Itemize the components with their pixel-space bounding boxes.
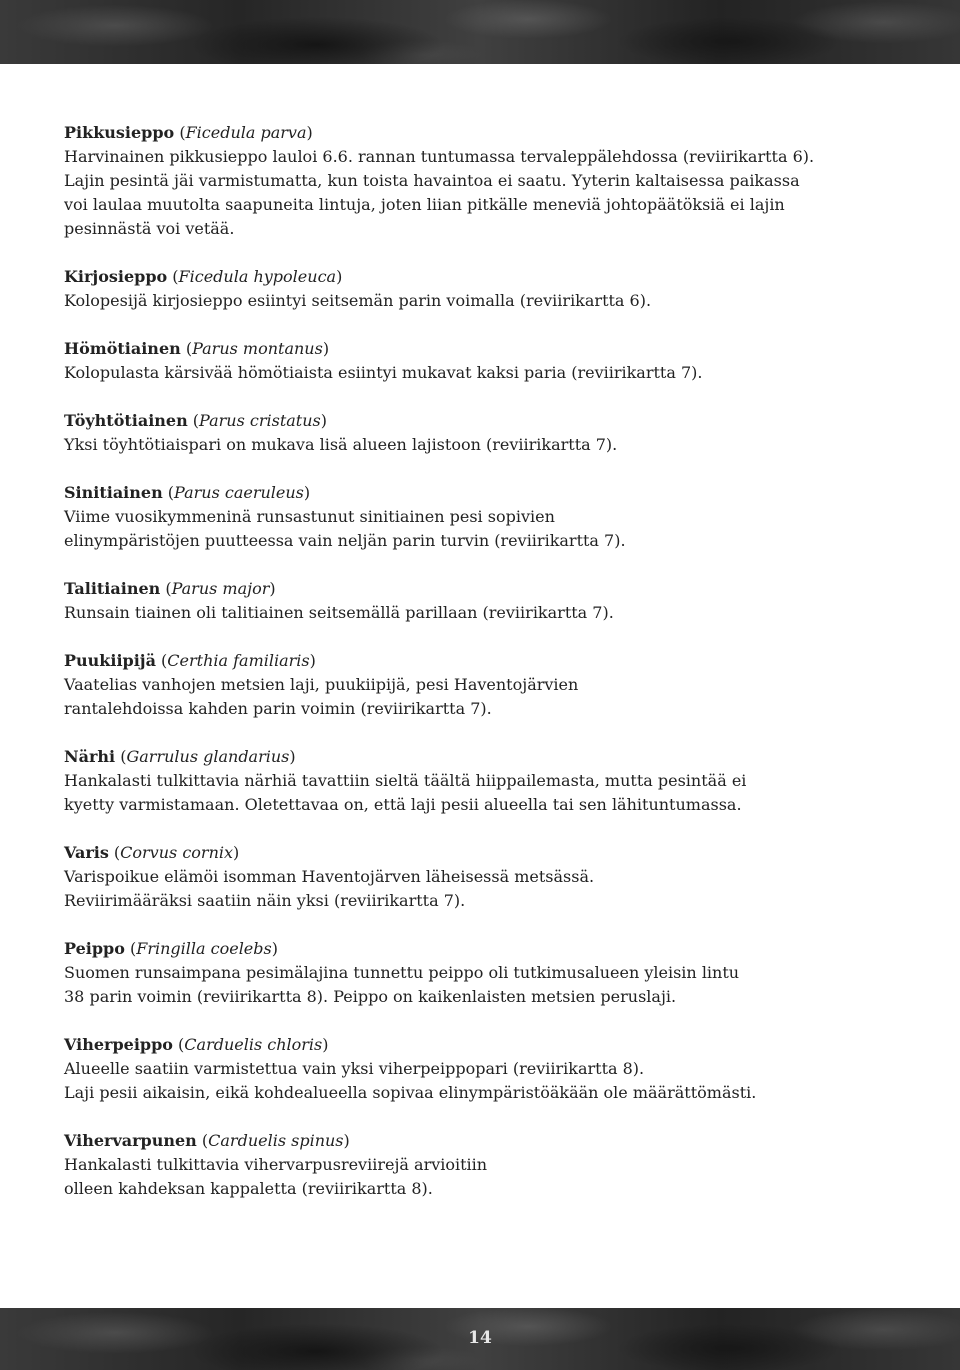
species-heading: Närhi (Garrulus glandarius) xyxy=(64,747,296,766)
description-line: Suomen runsaimpana pesimälajina tunnettu peippo oli tutkimusalueen yleisin lintu xyxy=(64,963,740,982)
description-line: Harvinainen pikkusieppo lauloi 6.6. rannan tuntumassa tervaleppälehdossa (reviirikartta 6). xyxy=(64,147,815,166)
description-line: rantalehdoissa kahden parin voimin (reviirikartta 7). xyxy=(64,699,492,718)
species-description xyxy=(64,145,924,241)
latin-name: Fringilla coelebs xyxy=(136,939,272,958)
species-name: Hömötiainen xyxy=(64,339,181,358)
species-heading: Puukiipijä (Certhia familiaris) xyxy=(64,651,316,670)
species-description xyxy=(64,601,924,625)
species-description xyxy=(64,361,924,385)
description-line: Kolopesijä kirjosieppo esiintyi seitsemän parin voimalla (reviirikartta 6). xyxy=(64,291,652,310)
species-entry-kirjosieppo xyxy=(64,265,924,313)
description-line: 38 parin voimin (reviirikartta 8). Peippo on kaikenlaisten metsien peruslaji. xyxy=(64,987,677,1006)
description-line: Yksi töyhtötiaispari on mukava lisä alueen lajistoon (reviirikartta 7). xyxy=(64,435,618,454)
description-line: kyetty varmistamaan. Oletettavaa on, että laji pesii alueella tai sen lähituntumassa. xyxy=(64,795,742,814)
latin-name: Parus montanus xyxy=(192,339,323,358)
latin-name: Certhia familiaris xyxy=(167,651,310,670)
description-line: Laji pesii aikaisin, eikä kohdealueella sopivaa elinympäristöäkään ole määrättömästi. xyxy=(64,1083,757,1102)
species-name: Varis xyxy=(64,843,109,862)
species-description xyxy=(64,433,924,457)
top-stone-band xyxy=(0,0,960,64)
latin-name: Garrulus glandarius xyxy=(126,747,290,766)
description-line: voi laulaa muutolta saapuneita lintuja, joten liian pitkälle meneviä johtopäätöksiä ei lajin xyxy=(64,195,785,214)
description-line: Vaatelias vanhojen metsien laji, puukiipijä, pesi Haventojärvien xyxy=(64,675,579,694)
species-entry-puukiipija xyxy=(64,649,924,721)
species-name: Närhi xyxy=(64,747,116,766)
description-line: Viime vuosikymmeninä runsastunut sinitiainen pesi sopivien xyxy=(64,507,555,526)
species-heading: Vihervarpunen (Carduelis spinus) xyxy=(64,1131,350,1150)
species-description xyxy=(64,961,924,1009)
species-name: Viherpeippo xyxy=(64,1035,173,1054)
species-name: Kirjosieppo xyxy=(64,267,168,286)
species-name: Talitiainen xyxy=(64,579,161,598)
species-entry-toyhtotiainen xyxy=(64,409,924,457)
species-description xyxy=(64,1057,924,1105)
description-line: Alueelle saatiin varmistettua vain yksi viherpeippopari (reviirikartta 8). xyxy=(64,1059,645,1078)
species-entry-peippo xyxy=(64,937,924,1009)
description-line: Hankalasti tulkittavia vihervarpusreviirejä arvioitiin xyxy=(64,1155,488,1174)
species-name: Peippo xyxy=(64,939,125,958)
species-heading: Peippo (Fringilla coelebs) xyxy=(64,939,278,958)
description-line: pesinnästä voi vetää. xyxy=(64,219,235,238)
description-line: Varispoikue elämöi isomman Haventojärven läheisessä metsässä. xyxy=(64,867,595,886)
latin-name: Parus cristatus xyxy=(199,411,321,430)
species-name: Sinitiainen xyxy=(64,483,163,502)
page-number: 14 xyxy=(468,1328,492,1348)
description-line: olleen kahdeksan kappaletta (reviirikartta 8). xyxy=(64,1179,433,1198)
latin-name: Parus major xyxy=(171,579,270,598)
latin-name: Parus caeruleus xyxy=(174,483,304,502)
description-line: Runsain tiainen oli talitiainen seitsemällä parillaan (reviirikartta 7). xyxy=(64,603,614,622)
species-description xyxy=(64,769,924,817)
species-description xyxy=(64,1153,924,1201)
species-heading: Viherpeippo (Carduelis chloris) xyxy=(64,1035,329,1054)
species-entry-vihervarpunen xyxy=(64,1129,924,1201)
species-description xyxy=(64,505,924,553)
species-list xyxy=(64,121,924,1225)
species-heading: Kirjosieppo (Ficedula hypoleuca) xyxy=(64,267,343,286)
species-heading: Hömötiainen (Parus montanus) xyxy=(64,339,330,358)
species-entry-varis xyxy=(64,841,924,913)
species-name: Puukiipijä xyxy=(64,651,156,670)
species-entry-homotiainen xyxy=(64,337,924,385)
latin-name: Ficedula hypoleuca xyxy=(178,267,337,286)
description-line: Reviirimääräksi saatiin näin yksi (reviirikartta 7). xyxy=(64,891,466,910)
description-line: Kolopulasta kärsivää hömötiaista esiintyi mukavat kaksi paria (reviirikartta 7). xyxy=(64,363,703,382)
latin-name: Carduelis chloris xyxy=(184,1035,323,1054)
description-line: Hankalasti tulkittavia närhiä tavattiin sieltä täältä hiippailemasta, mutta pesintää ei xyxy=(64,771,747,790)
species-name: Vihervarpunen xyxy=(64,1131,197,1150)
species-description xyxy=(64,865,924,913)
species-name: Töyhtötiainen xyxy=(64,411,188,430)
species-entry-narhi xyxy=(64,745,924,817)
description-line: elinympäristöjen puutteessa vain neljän parin turvin (reviirikartta 7). xyxy=(64,531,626,550)
description-line: Lajin pesintä jäi varmistumatta, kun toista havaintoa ei saatu. Yyterin kaltaisessa paikassa xyxy=(64,171,800,190)
species-heading: Talitiainen (Parus major) xyxy=(64,579,276,598)
latin-name: Ficedula parva xyxy=(185,123,307,142)
species-heading: Varis (Corvus cornix) xyxy=(64,843,240,862)
species-heading: Pikkusieppo (Ficedula parva) xyxy=(64,123,313,142)
latin-name: Corvus cornix xyxy=(120,843,234,862)
species-entry-viherpeippo xyxy=(64,1033,924,1105)
species-description xyxy=(64,289,924,313)
species-description xyxy=(64,673,924,721)
latin-name: Carduelis spinus xyxy=(208,1131,344,1150)
species-entry-talitiainen xyxy=(64,577,924,625)
species-entry-sinitiainen xyxy=(64,481,924,553)
species-heading: Töyhtötiainen (Parus cristatus) xyxy=(64,411,327,430)
species-entry-pikkusieppo xyxy=(64,121,924,241)
species-name: Pikkusieppo xyxy=(64,123,175,142)
species-heading: Sinitiainen (Parus caeruleus) xyxy=(64,483,311,502)
